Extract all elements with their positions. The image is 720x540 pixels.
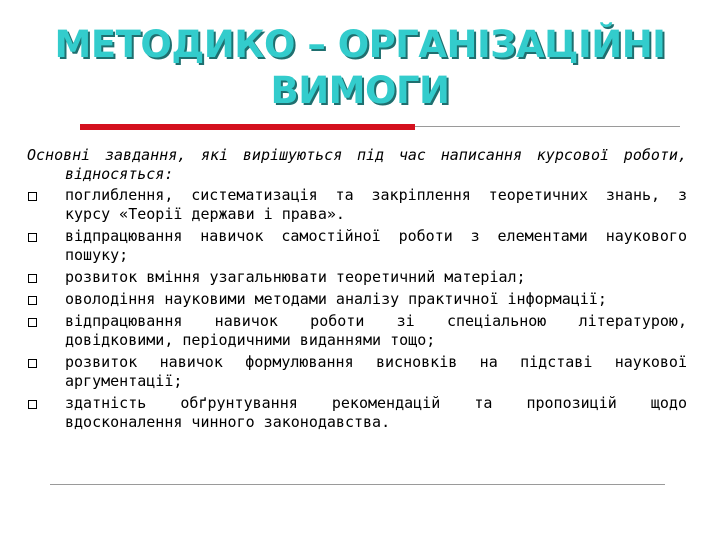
title-accent-rule [80,124,415,130]
task-list [27,186,687,432]
square-bullet-icon [28,318,37,327]
slide-title-line-2: ВИМОГИ [270,69,450,112]
footer-divider-line [50,484,665,485]
slide-title-line-1: МЕТОДИКО – ОРГАНІЗАЦІЙНІ [54,23,666,66]
list-item-text: оволодіння науковими методами аналізу практичної інформації; [65,290,607,308]
square-bullet-icon [28,192,37,201]
slide-body [27,146,687,435]
square-bullet-icon [28,233,37,242]
list-item [27,290,687,309]
list-item-text: розвиток навичок формулювання висновків на підставі наукової аргументації; [65,353,687,390]
title-divider-line [415,126,680,127]
square-bullet-icon [28,296,37,305]
list-item [27,186,687,224]
list-item-text: відпрацювання навичок роботи зі спеціальною літературою, довідковими, періодичними виданнями тощо; [65,312,687,349]
list-item [27,394,687,432]
list-item-text: поглиблення, систематизація та закріплення теоретичних знань, з курсу «Теорії держави і права». [65,186,687,223]
list-item [27,268,687,287]
square-bullet-icon [28,359,37,368]
list-item [27,312,687,350]
square-bullet-icon [28,274,37,283]
list-item [27,353,687,391]
square-bullet-icon [28,400,37,409]
list-item-text: здатність обґрунтування рекомендацій та пропозицій щодо вдосконалення чинного законодавства. [65,394,687,431]
list-item-text: відпрацювання навичок самостійної роботи з елементами наукового пошуку; [65,227,687,264]
list-item [27,227,687,265]
slide-title [40,22,680,114]
list-item-text: розвиток вміння узагальнювати теоретичний матеріал; [65,268,526,286]
intro-text: Основні завдання, які вирішуються під час написання курсової роботи, відносяться: [27,146,687,183]
